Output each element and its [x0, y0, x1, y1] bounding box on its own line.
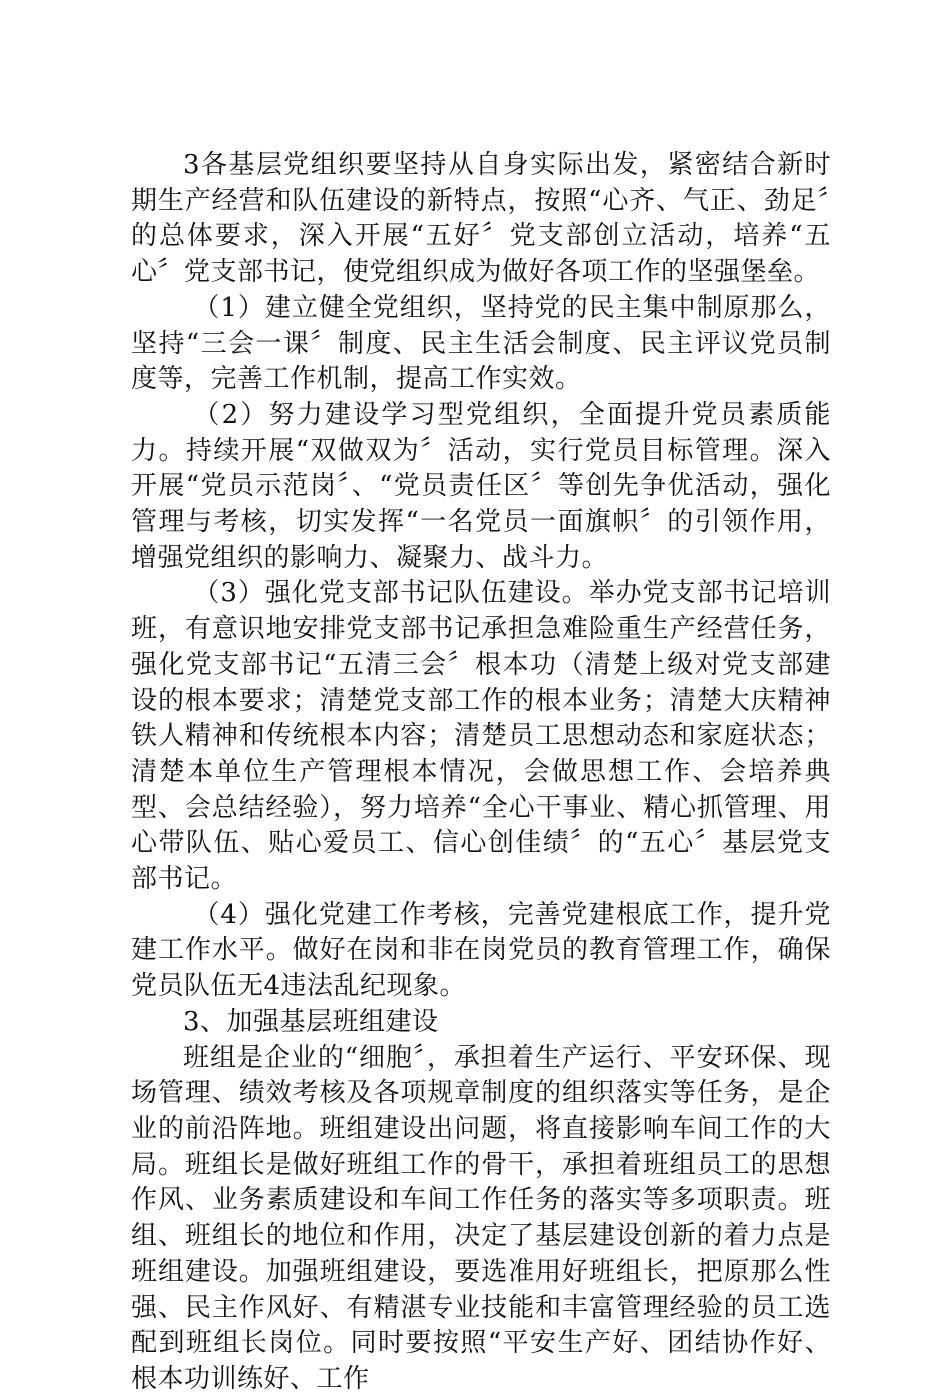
- paragraph-team-building: 班组是企业的“细胞〞，承担着生产运行、平安环保、现场管理、绩效考核及各项规章制度的组织落实等任务，是企业的前沿阵地。班组建设出问题，将直接影响车间工作的大局。班组长是做好班组工作的骨干，承担着班组员工的思想作风、业务素质建设和车间工作任务的落实等多项职责。班组、班组长的地位和作用，决定了基层建设创新的着力点是班组建设。加强班组建设，要选准用好班组长，把原那么性强、民主作风好、有精湛专业技能和丰富管理经验的员工选配到班组长岗位。同时要按照“平安生产好、团结协作好、根本功训练好、工作: [131, 1042, 831, 1394]
- paragraph-item-4: （4）强化党建工作考核，完善党建根底工作，提升党建工作水平。做好在岗和非在岗党员的教育管理工作，确保党员队伍无4违法乱纪现象。: [131, 899, 831, 1002]
- paragraph-item-1: （1）建立健全党组织，坚持党的民主集中制原那么，坚持“三会一课〞制度、民主生活会制度、民主评议党员制度等，完善工作机制，提高工作实效。: [131, 292, 831, 395]
- paragraph-party-organizations: 3各基层党组织要坚持从自身实际出发，紧密结合新时期生产经营和队伍建设的新特点，按照“心齐、气正、劲足〞的总体要求，深入开展“五好〞党支部创立活动，培养“五心〞党支部书记，使党组织成为做好各项工作的坚强堡垒。: [131, 150, 831, 288]
- paragraph-item-3: （3）强化党支部书记队伍建设。举办党支部书记培训班，有意识地安排党支部书记承担急难险重生产经营任务，强化党支部书记“五清三会〞根本功（清楚上级对党支部建设的根本要求；清楚党支部工作的根本业务；清楚大庆精神铁人精神和传统根本内容；清楚员工思想动态和家庭状态；清楚本单位生产管理根本情况，会做思想工作、会培养典型、会总结经验），努力培养“全心干事业、精心抓管理、用心带队伍、贴心爱员工、信心创佳绩〞的“五心〞基层党支部书记。: [131, 578, 831, 895]
- section-heading-team-building: 3、加强基层班组建设: [183, 1006, 439, 1037]
- document-body: [131, 148, 831, 1398]
- paragraph-item-2: （2）努力建设学习型党组织，全面提升党员素质能力。持续开展“双做双为〞活动，实行党员目标管理。深入开展“党员示范岗〞、“党员责任区〞等创先争优活动，强化管理与考核，切实发挥“一名党员一面旗帜〞的引领作用，增强党组织的影响力、凝聚力、战斗力。: [131, 399, 831, 573]
